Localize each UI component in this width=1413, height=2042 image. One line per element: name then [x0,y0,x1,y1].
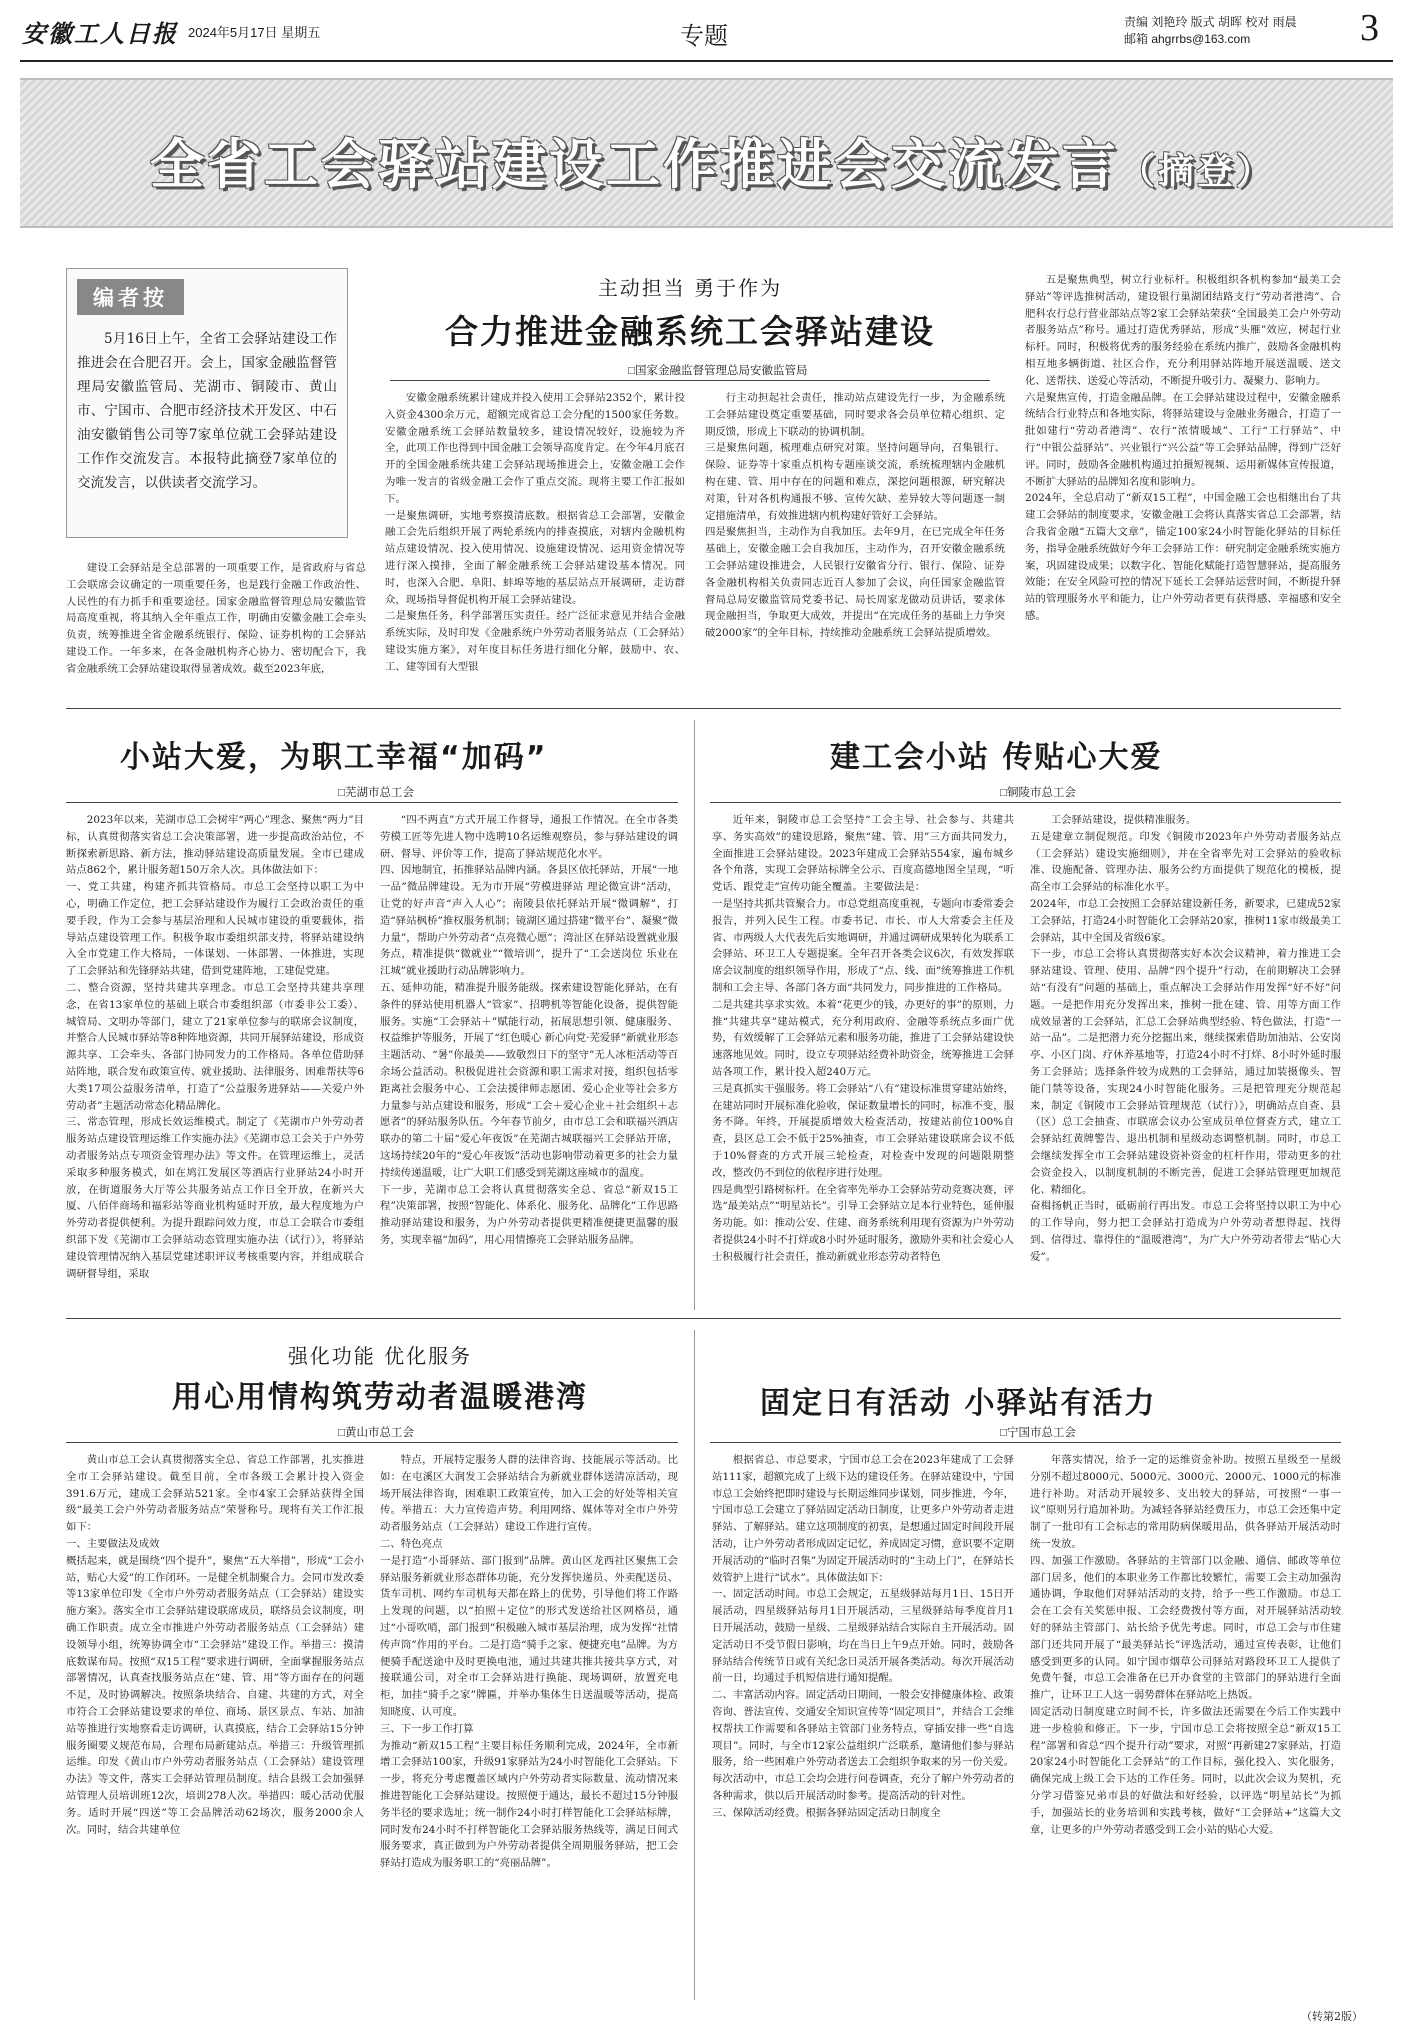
huangshan-headline: 用心用情构筑劳动者温暖港湾 [172,1380,588,1415]
editor-note-label: 编者按 [77,279,184,315]
editor-note-text: 5月16日上午，全省工会驿站建设工作推进会在合肥召开。会上，国家金融监督管理局安徽监管局、芜湖市、铜陵市、黄山市、宁国市、合肥市经济技术开发区、中石油安徽销售公司等7家单位就工会驿站建设工作作交流发言。本报特此摘登7家单位的交流发言，以供读者交流学习。 [77,331,337,491]
finance-col-4: 五是聚焦典型，树立行业标杆。积极组织各机构参加“最美工会驿站”等评选推树活动，建设银行巢湖团结路支行“劳动者港湾”、合肥科农行总行营业部站点等2家工会驿站荣获“全国最美工会户外劳动者服务站点”称号。通过打造优秀驿站，形成“头雁”效应，树起行业标杆。同时，积极将优秀的服务经验在系统内推广，鼓励各金融机构相互地多辆街道、社区合作，充分利用驿站阵地开展送温暖、送文化、送帮扶、送爱心等活动，不断提升吸引力、凝聚力、影响力。 六是聚焦宣传，打造金融品牌。在工会驿站建设过程中，安徽金融系统结合行业特点和各地实际，将驿站建设与金融业务融合，打造了一批如建行“劳动者港湾”、农行“浓情暖域”、工行“工行驿站”、中行“中银公益驿站”、兴业银行“兴公益”等工会驿站品牌，得到广泛好评。同时，鼓励各金融机构通过拍摄短视频、运用新媒体宣传报道，不断扩大驿站的品牌知名度和影响力。 2024年，全总启动了“新双15工程”，中国金融工会也相继出台了共建工会驿站的制度要求，安徽金融工会将认真落实省总工会部署，结合我省金融“五篇大文章”，锚定100家24小时智能化驿站的目标任务，指导金融系统做好今年工会驿站工作：研究制定金融系统实施方案，巩固建设成果；以数字化、智能化赋能打造智慧驿站，提高服务效能；在安全风险可控的情况下延长工会驿站运营时间，不断提升驿站的管理服务水平和能力，让户外劳动者更有获得感、幸福感和安全感。 [1025,274,1341,622]
finance-col-3: 行主动担起社会责任，推动站点建设先行一步，为金融系统工会驿站建设奠定重要基础，同时要求各会员单位精心组织、定期反馈，形成上下联动的协调机制。 三是聚焦问题，梳理难点研究对策。坚持问题导向，召集银行、保险、证券等十家重点机构专题座谈交流，系统梳理辖内金融机构在建、管、用中存在的问题和难点，深挖问题根源，研究解决对策，针对各机构通报不够、宣传欠缺、差异较大等问题逐一制定措施清单，有效推进辖内机构建好管好工会驿站。 四是聚焦担当，主动作为自我加压。去年9月，在已完成全年任务基础上，安徽金融工会自我加压，主动作为，召开安徽金融系统工会驿站建设推进会，人民银行安徽省分行、银行、保险、证券各金融机构相关负责同志近百人参加了会议，向任国家金融监管督局总局安徽监管局党委书记、局长周家龙做动员讲话，要求体现金融担当，争取更大成效，并提出“在完成任务的基础上力争突破2000家”的全年目标，持续推动金融系统工会驿站提质增效。 [705,392,1005,640]
banner-title [150,122,1275,199]
finance-head-rule [390,380,990,381]
email-line: 邮箱 ahgrrbs@163.com [1124,32,1251,46]
wuhu-byline: □芜湖市总工会 [338,787,414,799]
finance-headline: 合力推进金融系统工会驿站建设 [445,312,935,351]
finance-col-2: 安徽金融系统累计建成并投入使用工会驿站2352个，累计投入资金4300余万元，超额完成省总工会分配的1500家任务数。安徽金融系统工会驿站数量较多，建设情况较好，设施较为齐全，此项工作也得到中国金融工会领导高度肯定。在今年4月底召开的全国金融系统共建工会驿站现场推进会上，安徽金融工会作为唯一发言的省级金融工会作了重点交流。现将主要工作汇报如下。 一是聚焦调研，实地考察摸清底数。根据省总工会部署，安徽金融工会先后组织开展了两轮系统内的排查摸底，对辖内金融机构站点建设情况、投入使用情况、设施建设情况、运用资金情况等进行深入摸排，全面了解金融系统工会驿站建设基本情况。同时，也深入合肥、阜阳、蚌埠等地的基层站点开展调研，走访群众，现场指导督促机构开展工会驿站建设。 二是聚焦任务，科学部署压实责任。经广泛征求意见并结合金融系统实际，及时印发《金融系统户外劳动者服务站点（工会驿站）建设实施方案》，对年度目标任务进行细化分解，鼓励中、农、工、建等国有大型银 [385,392,685,673]
page-number: 3 [1360,7,1379,49]
banner-subtitle: （摘登） [1119,151,1276,192]
finance-kicker: 主动担当 勇于作为 [597,276,783,300]
ningguo-byline: □宁国市总工会 [1000,1427,1076,1439]
tongling-head-rule [710,802,1341,803]
column-divider [694,720,695,1310]
huangshan-col-1: 黄山市总工会认真贯彻落实全总、省总工作部署，扎实推进全市工会驿站建设。截至目前，全市各级工会累计投入资金391.6万元，建成工会驿站521家。全市4家工会驿站获得全国级“最美工会户外劳动者服务站点”荣誉称号。现将有关工作汇报如下： 一、主要做法及成效 概括起来，就是围绕“四个提升”，聚焦“五大举措”，形成“工会小站，贴心大爱”的工作闭环。一是健全机制聚合力。会同市发改委等13家单位印发《全市户外劳动者服务站点（工会驿站）建设实施方案》。落实全市工会驿站建设联席成员，联络员会议制度，明确工作职责。成立全市推进户外劳动者服务站点（工会驿站）建设领导小组，统筹协调全市“工会驿站”建设工作。举措三：摸清底数谋布局。按照“双15工程”要求进行调研，全面掌握服务站点部署情况，认真查找服务站点在“建、管、用”等方面存在的问题不足，及时协调解决。按照条块结合、自建、共建的方式，对全市符合工会驿站建设要求的单位、商场、景区景点、车站、加油站等推进行实地察看走访调研，认真摸底，结合工会驿站15分钟服务圈要义规范布局，合理布局新建站点。举措三：升级管理抓运维。印发《黄山市户外劳动者服务站点（工会驿站）建设管理办法》等文件，落实工会驿站管理员制度。结合县级工会加强驿站管理人员培训班12次，培训278人次。举措四：暖心活动优服务。适时开展“四送”等工会品牌活动62场次，服务2000余人次。同时，结合共建单位 [66,1454,364,1836]
editors-credit [1124,14,1297,48]
ningguo-col-2: 年落实情况，给予一定的运维资金补助。按照五星级至一星级分别不超过8000元、5000元、3000元、2000元、1000元的标准进行补助。对活动开展较多、支出较大的驿站，可按照“一事一议”原则另行追加补助。为减轻各驿站经费压力，市总工会还集中定制了一批印有工会标志的常用防病保暖用品，供各驿站开展活动时统一发放。 四、加强工作激励。各驿站的主管部门以金融、通信、邮政等单位部门居多，他们的本职业务工作都比较繁忙，需要工会主动加强沟通协调，争取他们对驿站活动的支持，给予一些工作激励。市总工会在工会有关奖惩申报、工会经费拨付等方面，对开展驿站活动较好的驿站主管部门、站长给予优先考虑。同时，市总工会与市住建部门还共同开展了“最美驿站长”评选活动，通过宣传表彰，让他们感受到更多的认同。如宁国市烟草公司驿站对路段环卫工人提供了免费午餐，市总工会准备在已开办食堂的主管部门的驿站进行全面推广，让环卫工人这一弱势群体在驿站吃上热饭。 固定活动日制度建立时间不长，许多做法还需要在今后工作实践中进一步检验和修正。下一步，宁国市总工会将按照全总“新双15工程”部署和省总“四个提升行动”要求，对照“再新建27家驿站，打造20家24小时智能化工会驿站”的工作目标，强化投入、实化服务，确保完成上级工会下达的工作任务。同时，以此次会议为契机，充分学习借鉴兄弟市县的好做法和好经验，以评选“明星站长”为抓手，加强站长的业务培训和实践考核，做好“工会驿站+”这篇大文章，让更多的户外劳动者感受到工会小站的贴心大爱。 [1030,1454,1341,1836]
tongling-col-1: 近年来，铜陵市总工会坚持“工会主导、社会参与、共建共享、务实高效”的建设思路，聚焦“建、管、用”三方面共同发力，全面推进工会驿站建设。2023年建成工会驿站554家，遍布城乡各个角落，实现工会驿站标牌全公示、百度高德地图全呈现，“听党话、跟党走”宣传功能全覆盖。主要做法是： 一是坚持共抓共管聚合力。市总党组高度重视，专题向市委常委会报告，并列入民生工程。市委书记、市长、市人大常委会主任及省、市两级人大代表先后实地调研，并通过调研成果转化为联系工会驿站、环卫工人专题提案。全年召开各类会议6次，有效发挥联席会议制度的组织领导作用，形成了“点、线、面”统筹推进工作机制和工会主导、各部门各方面“共同发力，同步推进的工作格局。 二是共建共享求实效。本着“花更少的钱，办更好的事”的原则，力推“共建共享”建站模式，充分利用政府、金融等系统点多面广优势，有效缓解了工会驿站元素和服务功能，推进了工会驿站建设快速落地见效。同时，设立专项驿站经费补助资金，统筹推进工会驿站各项工作，累计投入超240万元。 三是真抓实干强服务。将工会驿站“八有”建设标准贯穿建站始终，在建站同时开展标准化验收，保证数量增长的同时，标准不变，服务不降。年终，开展提质增效大检查活动，按建站前位100%自查，县区总工会不低于25%抽查，市工会驿站建设联席会议不低于10%督查的方式开展三轮检查，对检查中发现的问题限期整改，整改仍不到位的依程序进行处理。 四是典型引路树标杆。在全省率先举办工会驿站劳动竞赛决赛，评选“最美站点”“明星站长”。引导工会驿站立足本行业特色，延伸服务功能。如：推动公安、住建、商务系统利用现有资源为户外劳动者提供24小时不打烊或8小时外延时服务，激励外卖和社会爱心人士积极履行社会责任，推动新就业形态劳动者特色 [712,814,1014,1263]
wuhu-head-rule [66,802,678,803]
banner-title-text: 全省工会驿站建设工作推进会交流发言 [150,133,1119,196]
huangshan-kicker: 强化功能 优化服务 [287,1344,473,1368]
finance-col-1: 建设工会驿站是全总部署的一项重要工作，是省政府与省总工会联席会议确定的一项重要任务，也是践行金融工作政治性、人民性的有力抓手和重要途径。国家金融监督管理总局安徽监管局高度重视，将其纳入全年重点工作，明确由安徽金融工会牵头负责，统筹推进全省金融系统银行、保险、证券机构的工会驿站建设工作。一年多来，在各金融机构齐心协力、密切配合下，我省金融系统工会驿站建设取得显著成效。截至2023年底， [66,562,366,675]
ningguo-headline: 固定日有活动 小驿站有活力 [760,1386,1157,1421]
page-banner [20,78,1393,228]
tongling-col-2: 工会驿站建设，提供精准服务。 五是建章立制促规范。印发《铜陵市2023年户外劳动者服务站点（工会驿站）建设实施细则》，并在全省率先对工会驿站的验收标准、设施配备、管理办法、服务公约方面提供了规范化的模板，提高全市工会驿站的标准化水平。 2024年，市总工会按照工会驿站建设新任务，新要求，已建成52家工会驿站，打造24小时智能化工会驿站20家，推树11家市级最美工会驿站，其中全国及省级6家。 下一步，市总工会将认真贯彻落实好本次会议精神，着力推进工会驿站建设、管理、使用、品牌“四个提升”行动，在前期解决工会驿站“有没有”问题的基础上，重点解决工会驿站作用发挥“好不好”问题。一是把作用充分发挥出来，推树一批在建、管、用等方面工作成效显著的工会驿站，汇总工会驿站典型经验、特色做法，打造“一站一品”。二是把潜力充分挖掘出来，继续探索借助加油站、公安岗亭、小区门岗、疗休养基地等，打造24小时不打烊、8小时外延时服务工会驿站；选择条件较为成熟的工会驿站，通过加装摄像头、智能门禁等设备，实现24小时智能化服务。三是把管理充分规范起来，制定《铜陵市工会驿站管理规范（试行）》，明确站点自查、县（区）总工会抽查、市联席会议办公室成员单位督查方式，建立工会驿站红黄牌警告、退出机制和星级动态调整机制。同时，市总工会继续发挥全市工会驿站建设资补资金的杠杆作用，带动更多的社会资金投入，以制度机制的不断完善，促进工会驿站管理更加规范化、精细化。 奋楫扬帆正当时，砥砺前行再出发。市总工会将坚持以职工为中心的工作导向，努力把工会驿站打造成为户外劳动者想得起、找得到、信得过、靠得住的“温暖港湾”，为广大户外劳动者带去“贴心大爱”。 [1030,814,1341,1263]
issue-date: 2024年5月17日 星期五 [188,25,321,40]
huangshan-head-rule [66,1442,678,1443]
editor-note-box [66,268,348,538]
editors-line: 责编 刘艳玲 版式 胡晖 校对 雨晨 [1124,15,1297,29]
masthead-rule [20,60,1393,62]
masthead [0,0,1413,64]
tongling-byline: □铜陵市总工会 [1000,787,1076,799]
section-title: 专题 [680,23,728,50]
continued-note: （转第2版） [1301,2010,1363,2023]
huangshan-col-2: 特点，开展特定服务人群的法律咨询、技能展示等活动。比如：在屯溪区大润发工会驿站结合为新就业群体送清凉活动，现场开展法律咨询，困难职工政策宣传，加入工会的好处等相关宣传。举措五：大力宣传造声势。利用网络、媒体等对全市户外劳动者服务站点（工会驿站）建设工作进行宣传。 二、特色亮点 一是打造“小哥驿站、部门报到”品牌。黄山区龙西社区聚焦工会驿站服务新就业形态群体功能，充分发挥快递员、外卖配送员、货车司机、网约车司机每天都在路上的优势，引导他们将工作路上发现的问题，以“拍照＋定位”的形式发送给社区网格员，通过“小哥吹哨，部门报到”积极融入城市基层治理，成为发挥“社情传声筒”作用的平台。二是打造“骑手之家、便捷充电”品牌。为方便骑手配送途中及时更换电池，通过共建共推共接共享方式，对接联通公司，对全市工会驿站进行换能、现场调研，放置充电柜，加挂“骑手之家”牌匾，并举办集体生日送温暖等活动，提高知晓度、认可度。 三、下一步工作打算 为推动“新双15工程”主要目标任务顺利完成，2024年，全市新增工会驿站100家，升级91家驿站为24小时智能化工会驿站。下一步，将充分考虑覆盖区域内户外劳动者实际数量、流动情况来推进智能化工会驿站建设。按照便于通达，最长不超过15分钟服务半径的要求选址；统一制作24小时打样智能化工会驿站标牌，同时发布24小时不打样智能化工会驿站服务热线等，满足日间式服务要求，真正做到为户外劳动者提供全周期服务驿站，把工会驿站打造成为服务职工的“亮丽品牌”。 [380,1454,678,1870]
finance-byline: □国家金融监督管理总局安徽监管局 [628,365,808,377]
wuhu-col-1: 2023年以来，芜湖市总工会树牢“两心”理念、聚焦“两力”目标，认真贯彻落实省总工会决策部署，进一步提高政治站位，不断探索新思路、新方法，推动驿站建设高质量发展。全市已建成站点862个，累计服务超150万余人次。具体做法如下： 一、党工共建，构建齐抓共管格局。市总工会坚持以职工为中心，明确工作定位，把工会驿站建设作为履行工会政治责任的重要手段，作为工会参与基层治理和人民城市建设的重要载体，指导站点建设管理工作。积极争取市委组织部支持，将驿站建设纳入全市党建工作大格局，一体谋划、一体部署、一体推进，实现了工会驿站和先锋驿站共建，借到党建阵地，工建促党建。 二、整合资源，坚持共建共享理念。市总工会坚持共建共享理念，在省13家单位的基础上联合市委组织部（市委非公工委）、城管局、文明办等部门，建立了21家单位参与的联席会议制度，并整合人民城市驿站等8种阵地资源，共同开展驿站建设，形成资源共享、工会牵头、各部门协同发力的工作格局。各单位借助驿站阵地，联合发布政策宣传、就业援助、法律服务、困难帮扶等6大类17项公益服务清单，打造了“公益服务进驿站——关爱户外劳动者”主题活动常态化精品牌化。 三、常态管理，形成长效运维模式。制定了《芜湖市户外劳动者服务站点建设管理运维工作实施办法》《芜湖市总工会关于户外劳动者服务站点专项资金管理办法》等文件。在管理运维上，灵活采取多种服务模式，如在鸠江发展区等酒店行业驿站24小时开放，在街道服务大厅等公共服务站点工作日全开放，在新兴大厦、八佰伴商场和福彩站等商业机构延时开放，最大程度地为户外劳动者提供便利。为提升跟踪问效力度，市总工会联合市委组织部下发《芜湖市工会驿站动态管理实施办法（试行）》，将驿站建设管理情况纳入基层党建述职评议考核重要内容，并组成联合调研督导组，采取 [66,814,364,1280]
column-divider-2 [694,1330,695,2000]
wuhu-col-2: “四不两直”方式开展工作督导，通报工作情况。在全市各类劳模工匠等先进人物中选聘10名运维观察员，参与驿站建设的调研、督导、评价等工作，提高了驿站规范化水平。 四、因地制宜，拓推驿站品牌内涵。各县区依托驿站，开展“一地一品”微品牌建设。无为市开展“劳模进驿站 理论微宣讲”活动，让党的好声音“声入人心”；南陵县依托驿站开展“微调解”，打造“驿站枫桥”推权服务机制；镜湖区通过搭建“微平台”、凝聚“微力量”，帮助户外劳动者“点亮微心愿”；湾沚区在驿站设置就业服务点，精准提供“微就业”“微培训”，提升了“工会送岗位 乐业在江城”就业援助行动品牌影响力。 五、延伸功能，精准提升服务能级。探索建设智能化驿站，在有条件的驿站使用机器人“管家”、招聘机等智能化设备，提供智能服务。实施“工会驿站＋”赋能行动，拓展思想引领、健康服务、权益维护等服务，开展了“红色暖心 新心向党·芜爱驿”新就业形态主题活动、“暑”你最美——致敬烈日下的坚守”无人冰柜活动等百余场公益活动。积极促进社会资源和职工需求对接，组织包括零距离社会服务中心、工会法援律师志愿团、爱心企业等社会多方力量参与站点建设和服务，形成“工会＋爱心企业＋社会组织＋志愿者”的驿站服务队伍。今年春节前夕，由市总工会和联福兴酒店联办的第二十届“爱心年夜饭”在芜湖古城联福兴工会驿站开席，这场持续20年的“爱心年夜饭”活动也影响带动着更多的社会力量持续传递温暖，让广大职工们感受到芜湖这座城市的温度。 下一步，芜湖市总工会将认真贯彻落实全总、省总“新双15工程”决策部署，按照“智能化、体系化、服务化、品牌化”工作思路推动驿站建设和服务，为户外劳动者提供更精准便捷更温馨的服务，实现幸福“加码”，用心用情擦亮工会驿站服务品牌。 [380,814,678,1246]
ningguo-head-rule [710,1442,1341,1443]
section-divider-1 [66,708,1341,709]
ningguo-col-1: 根据省总、市总要求，宁国市总工会在2023年建成了工会驿站111家，超额完成了上级下达的建设任务。在驿站建设中，宁国市总工会始终把即时建设与长期运维同步谋划，同步推进，今年，宁国市总工会建立了驿站固定活动日制度，让更多户外劳动者走进驿站、了解驿站。建立这项制度的初衷，是想通过固定时间段开展活动，让户外劳动者形成固定记忆，养成固定习惯，意识要不定期开展活动的“临时召集”为固定开展活动时的“主动上门”，在驿站长效管护上进行“试水”。具体做法如下： 一、固定活动时间。市总工会规定，五星级驿站每月1日、15日开展活动，四星级驿站每月1日开展活动，三星级驿站每季度首月1日开展活动，鼓励一星级、二星级驿站结合实际自主开展活动。固定活动日不受节假日影响，均在当日上午9点开始。同时，鼓励各驿站结合传统节日或有关纪念日灵活开展各类活动。每次开展活动前一日，均通过手机短信进行通知提醒。 二、丰富活动内容。固定活动日期间，一般会安排健康体检、政策咨询、普法宣传、交通安全知识宣传等“固定项目”，并结合工会维权帮扶工作需要和各驿站主管部门业务特点，穿插安排一些“自选项目”。同时，与全市12家公益组织广泛联系，邀请他们参与驿站服务，给一些困难户外劳动者送去工会组织争取来的另一份关爱。每次活动中，市总工会均会进行问卷调查，充分了解户外劳动者的各种需求，供以后开展活动时参考。提高活动的针对性。 三、保障活动经费。根据各驿站固定活动日制度全 [712,1454,1014,1819]
tongling-headline: 建工会小站 传贴心大爱 [830,740,1163,775]
huangshan-byline: □黄山市总工会 [338,1427,414,1439]
paper-logo: 安徽工人日报 [22,19,178,48]
wuhu-headline: 小站大爱，为职工幸福“加码” [120,740,548,775]
section-divider-2 [66,1318,1341,1319]
